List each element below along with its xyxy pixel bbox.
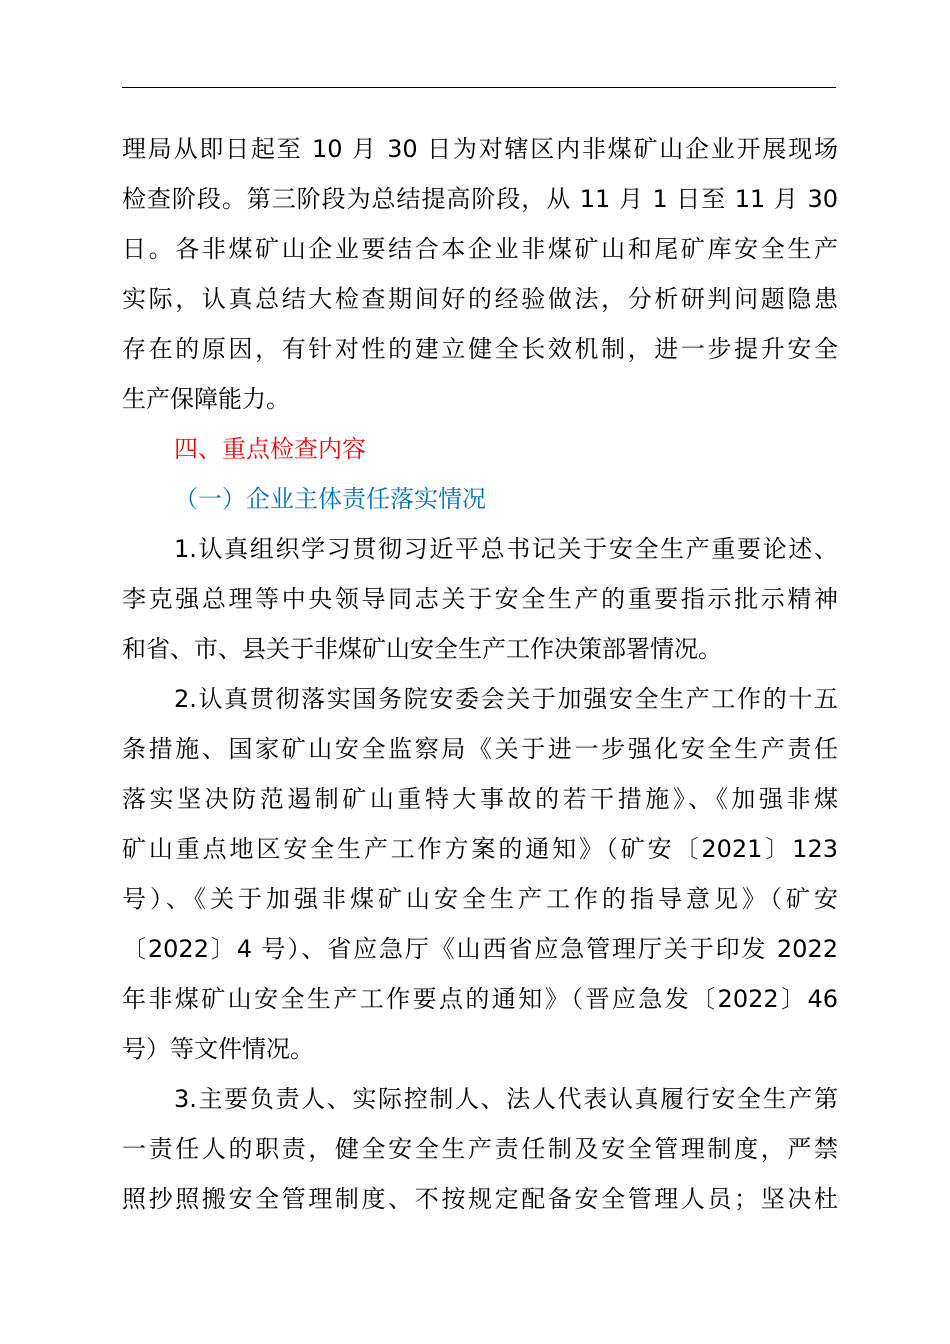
text-line: 照抄照搬安全管理制度、不按规定配备安全管理人员；坚决杜 — [122, 1185, 838, 1213]
subsection-heading: （一）企业主体责任落实情况 — [174, 485, 486, 513]
text-line: 〔2022〕4 号）、省应急厅《山西省应急管理厅关于印发 2022 — [122, 935, 838, 963]
text-line: 年非煤矿山安全生产工作要点的通知》（晋应急发〔2022〕46 — [122, 985, 838, 1013]
document-body — [122, 124, 838, 1224]
text-line: 日。各非煤矿山企业要结合本企业非煤矿山和尾矿库安全生产 — [122, 235, 838, 263]
paragraph-item-1 — [122, 524, 838, 674]
text-line: 2.认真贯彻落实国务院安委会关于加强安全生产工作的十五 — [174, 685, 838, 713]
text-line: 落实坚决防范遏制矿山重特大事故的若干措施》、《加强非煤 — [122, 785, 838, 813]
text-line: 生产保障能力。 — [122, 385, 290, 413]
text-line: 1.认真组织学习贯彻习近平总书记关于安全生产重要论述、 — [174, 535, 838, 563]
text-line: 实际，认真总结大检查期间好的经验做法，分析研判问题隐患 — [122, 285, 838, 313]
text-line: 3.主要负责人、实际控制人、法人代表认真履行安全生产第 — [174, 1085, 838, 1113]
text-line: 理局从即日起至 10 月 30 日为对辖区内非煤矿山企业开展现场 — [122, 135, 838, 163]
text-line: 和省、市、县关于非煤矿山安全生产工作决策部署情况。 — [122, 635, 722, 663]
paragraph-item-2 — [122, 674, 838, 1074]
text-line: 号）、《关于加强非煤矿山安全生产工作的指导意见》（矿安 — [122, 885, 838, 913]
paragraph-item-3 — [122, 1074, 838, 1224]
text-line: 号）等文件情况。 — [122, 1035, 314, 1063]
text-line: 检查阶段。第三阶段为总结提高阶段，从 11 月 1 日至 11 月 30 — [122, 185, 838, 213]
text-line: 条措施、国家矿山安全监察局《关于进一步强化安全生产责任 — [122, 735, 838, 763]
text-line: 存在的原因，有针对性的建立健全长效机制，进一步提升安全 — [122, 335, 838, 363]
text-line: 矿山重点地区安全生产工作方案的通知》（矿安〔2021〕123 — [122, 835, 838, 863]
paragraph-continued — [122, 124, 838, 424]
text-line: 一责任人的职责，健全安全生产责任制及安全管理制度，严禁 — [122, 1135, 838, 1163]
section-heading: 四、重点检查内容 — [174, 435, 366, 463]
text-line: 李克强总理等中央领导同志关于安全生产的重要指示批示精神 — [122, 585, 838, 613]
header-rule — [122, 87, 836, 88]
